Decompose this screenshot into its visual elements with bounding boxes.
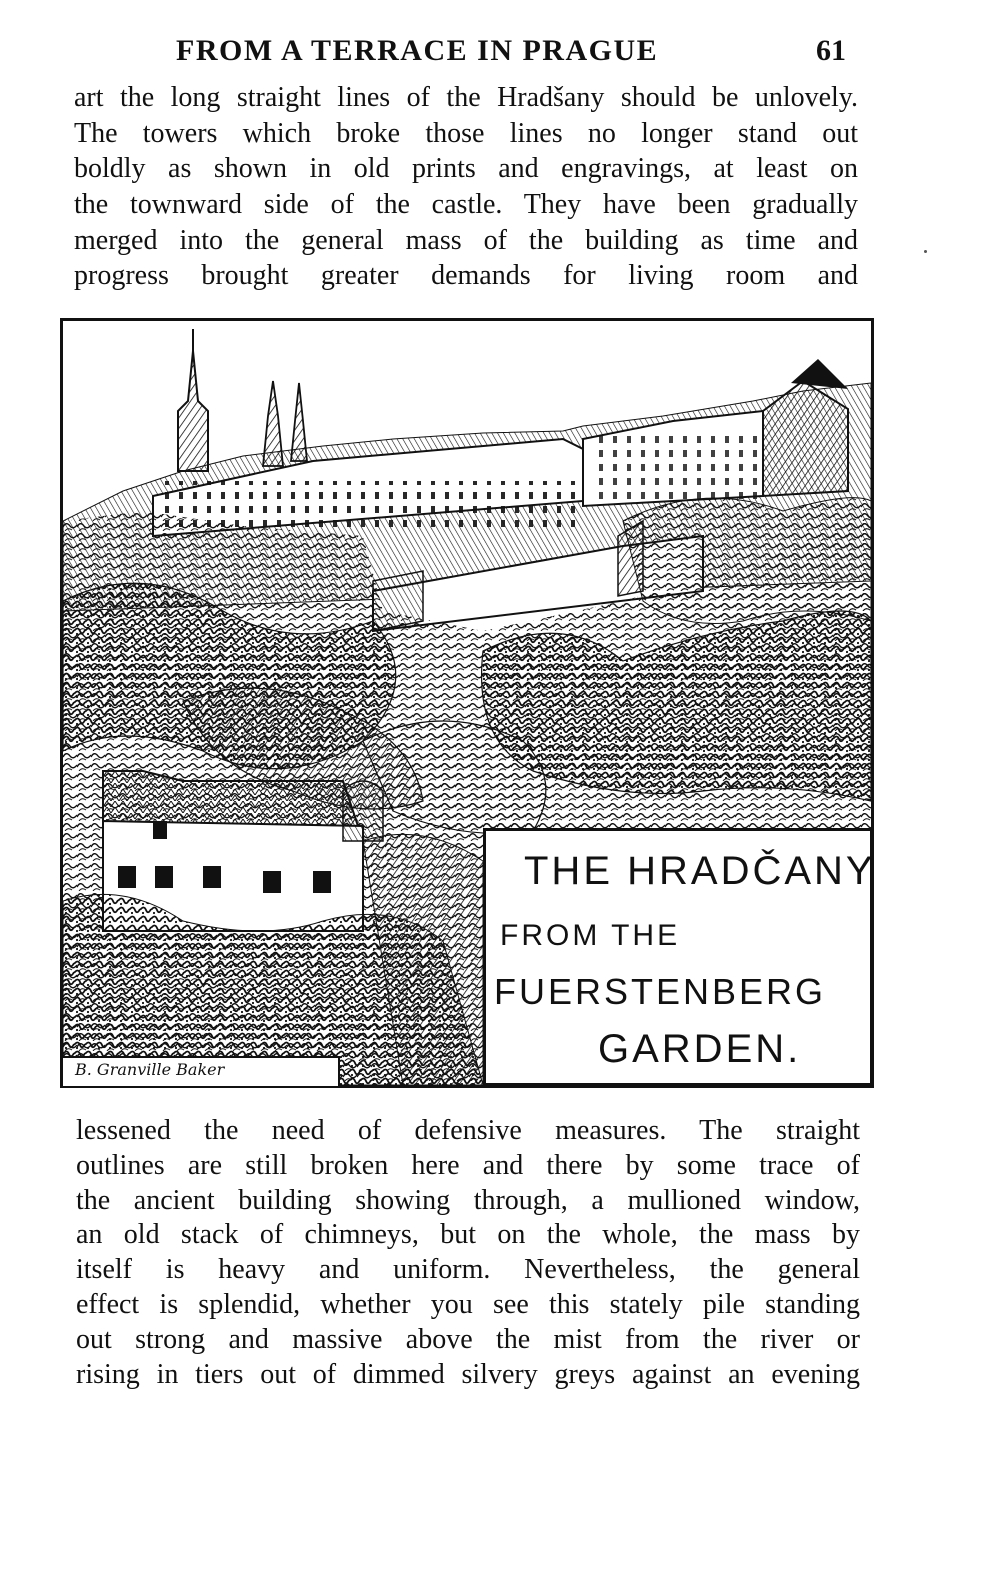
text-line: out strong and massive above the mist from the river or <box>76 1323 860 1355</box>
text-line: lessened the need of defensive measures. The straight <box>76 1115 860 1146</box>
running-title: FROM A TERRACE IN PRAGUE <box>176 34 659 67</box>
paragraph-bottom <box>76 1114 860 1392</box>
text-line: The towers which broke those lines no longer stand out <box>74 117 858 149</box>
text-line: merged into the general mass of the building as time and <box>74 224 858 256</box>
caption-line: FUERSTENBERG <box>494 971 827 1012</box>
text-line: rising in tiers out of dimmed silvery greys against an evening <box>76 1358 860 1390</box>
text-line: boldly as shown in old prints and engravings, at least on <box>74 153 858 185</box>
illustration-caption <box>483 828 876 1086</box>
text-line: effect is splendid, whether you see this stately pile standing <box>76 1288 860 1320</box>
caption-line: THE HRADČANY <box>524 849 876 893</box>
page-number: 61 <box>816 34 846 67</box>
text-line: outlines are still broken here and there by some trace of <box>76 1149 860 1181</box>
caption-line: FROM THE <box>500 919 681 952</box>
print-speck <box>924 250 927 253</box>
signature-box <box>63 1056 340 1086</box>
text-line: itself is heavy and uniform. Nevertheless, the general <box>76 1254 860 1286</box>
text-line: art the long straight lines of the Hradšany should be unlovely. <box>74 82 858 113</box>
paragraph-top <box>74 80 858 294</box>
text-line: the ancient building showing through, a mullioned window, <box>76 1184 860 1216</box>
artist-signature: B. Granville Baker <box>75 1060 225 1079</box>
text-line: the townward side of the castle. They have been gradually <box>74 189 858 221</box>
illustration-plate <box>60 318 874 1088</box>
page-header <box>0 34 1000 70</box>
text-line: an old stack of chimneys, but on the whole, the mass by <box>76 1219 860 1251</box>
caption-line: GARDEN. <box>598 1027 802 1071</box>
text-line: progress brought greater demands for living room and <box>74 260 858 292</box>
